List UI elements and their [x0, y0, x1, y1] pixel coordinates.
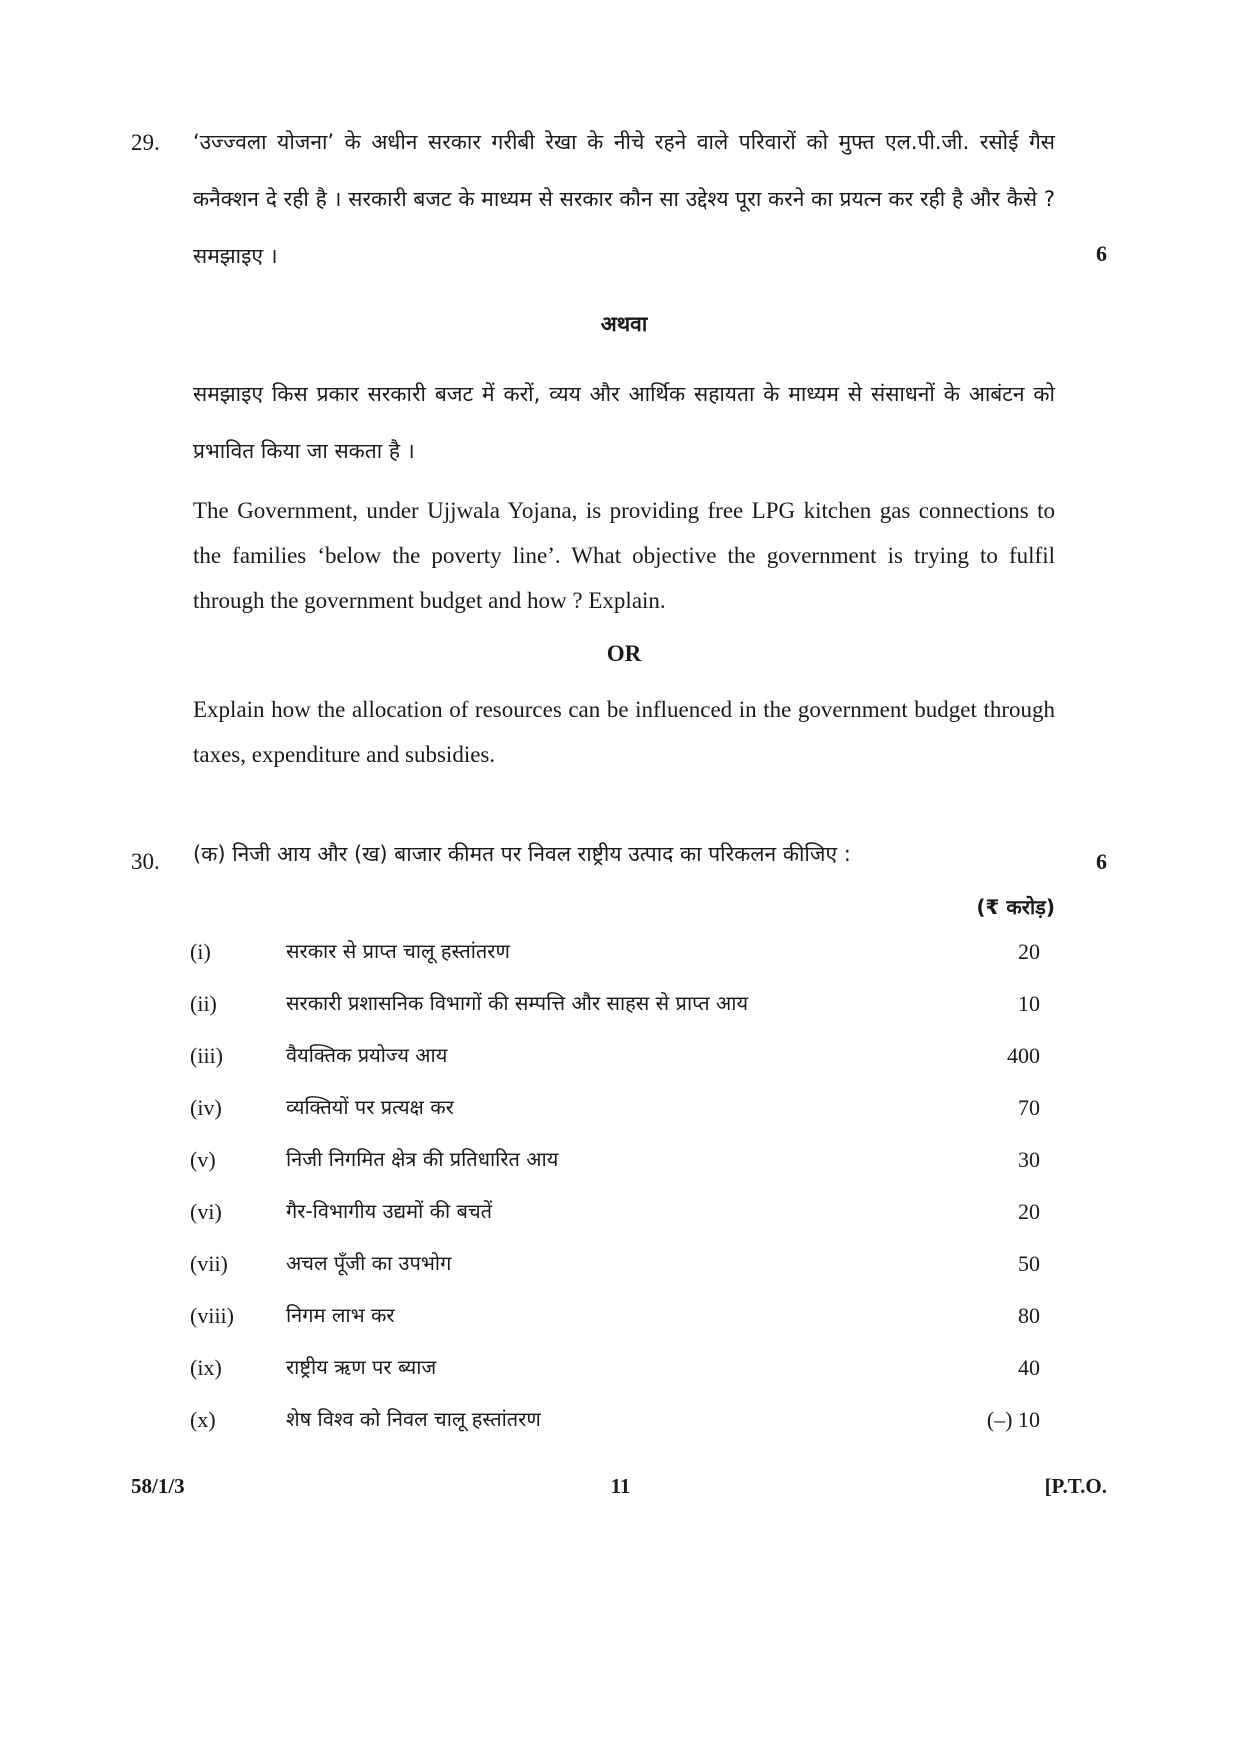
- question-30-marks: 6: [1096, 849, 1107, 874]
- item-label: सरकारी प्रशासनिक विभागों की सम्पत्ति और साहस से प्राप्त आय: [286, 991, 749, 1015]
- item-label: अचल पूँजी का उपभोग: [286, 1251, 452, 1275]
- item-value: (–) 10: [986, 1407, 1040, 1432]
- item-number: (viii): [190, 1303, 234, 1328]
- data-items-list: [190, 933, 1050, 1453]
- item-number: (ii): [190, 991, 217, 1016]
- or-divider-hindi: अथवा: [600, 312, 648, 336]
- question-29-hindi: ‘उज्ज्वला योजना’ के अधीन सरकार गरीबी रेखा के नीचे रहने वाले परिवारों को मुफ्त एल.पी.जी. रसोई गैस कनैक्शन दे रही है । सरकारी बजट के माध्यम से सरकार कौन सा उद्देश्य पूरा करने का प्रयत्न कर रही है और कैसे ? समझाइए ।: [193, 130, 1055, 268]
- item-label: निजी निगमित क्षेत्र की प्रतिधारित आय: [286, 1147, 559, 1171]
- item-label: गैर-विभागीय उद्यमों की बचतें: [286, 1199, 493, 1223]
- item-value: 40: [1018, 1355, 1040, 1380]
- item-number: (vii): [190, 1251, 228, 1276]
- item-number: (iv): [190, 1095, 222, 1120]
- question-29-hindi-alternative: समझाइए किस प्रकार सरकारी बजट में करों, व्यय और आर्थिक सहायता के माध्यम से संसाधनों के आबंटन को प्रभावित किया जा सकता है ।: [193, 382, 1055, 463]
- item-number: (vi): [190, 1199, 222, 1224]
- list-item: [190, 933, 1050, 985]
- question-29-marks: 6: [1096, 241, 1107, 266]
- item-value: 20: [1018, 939, 1040, 964]
- page-number: 11: [610, 1474, 631, 1498]
- list-item: [190, 1141, 1050, 1193]
- item-number: (ix): [190, 1355, 222, 1380]
- item-value: 80: [1018, 1303, 1040, 1328]
- list-item: [190, 1037, 1050, 1089]
- list-item: [190, 1245, 1050, 1297]
- item-label: निगम लाभ कर: [286, 1303, 395, 1327]
- item-value: 400: [1007, 1043, 1040, 1068]
- question-29-english: The Government, under Ujjwala Yojana, is providing free LPG kitchen gas connections to the families ‘below the poverty line’. What objective the government is trying to fulfil through the government budget and how ? Explain.: [193, 498, 1055, 613]
- question-29-english-alternative: Explain how the allocation of resources can be influenced in the government budget through taxes, expenditure and subsidies.: [193, 697, 1055, 767]
- item-label: व्यक्तियों पर प्रत्यक्ष कर: [286, 1095, 454, 1119]
- item-number: (iii): [190, 1043, 223, 1068]
- item-number: (v): [190, 1147, 216, 1172]
- item-label: वैयक्तिक प्रयोज्य आय: [286, 1043, 448, 1067]
- paper-code: 58/1/3: [131, 1474, 185, 1498]
- list-item: [190, 1349, 1050, 1401]
- question-30-hindi: (क) निजी आय और (ख) बाजार कीमत पर निवल राष्ट्रीय उत्पाद का परिकलन कीजिए :: [193, 842, 851, 866]
- item-number: (i): [190, 939, 211, 964]
- unit-label: (₹ करोड़): [976, 895, 1055, 919]
- item-value: 30: [1018, 1147, 1040, 1172]
- question-30-number: 30.: [131, 849, 160, 874]
- item-label: सरकार से प्राप्त चालू हस्तांतरण: [286, 939, 510, 963]
- item-value: 50: [1018, 1251, 1040, 1276]
- pto-label: [P.T.O.: [1044, 1474, 1107, 1498]
- list-item: [190, 1297, 1050, 1349]
- question-29-number: 29.: [131, 130, 160, 155]
- list-item: [190, 1089, 1050, 1141]
- list-item: [190, 985, 1050, 1037]
- item-value: 70: [1018, 1095, 1040, 1120]
- list-item: [190, 1193, 1050, 1245]
- item-value: 20: [1018, 1199, 1040, 1224]
- item-value: 10: [1018, 991, 1040, 1016]
- list-item: [190, 1401, 1050, 1453]
- item-label: राष्ट्रीय ऋण पर ब्याज: [286, 1355, 437, 1379]
- item-number: (x): [190, 1407, 216, 1432]
- item-label: शेष विश्व को निवल चालू हस्तांतरण: [286, 1407, 541, 1431]
- or-divider-english: OR: [606, 641, 642, 666]
